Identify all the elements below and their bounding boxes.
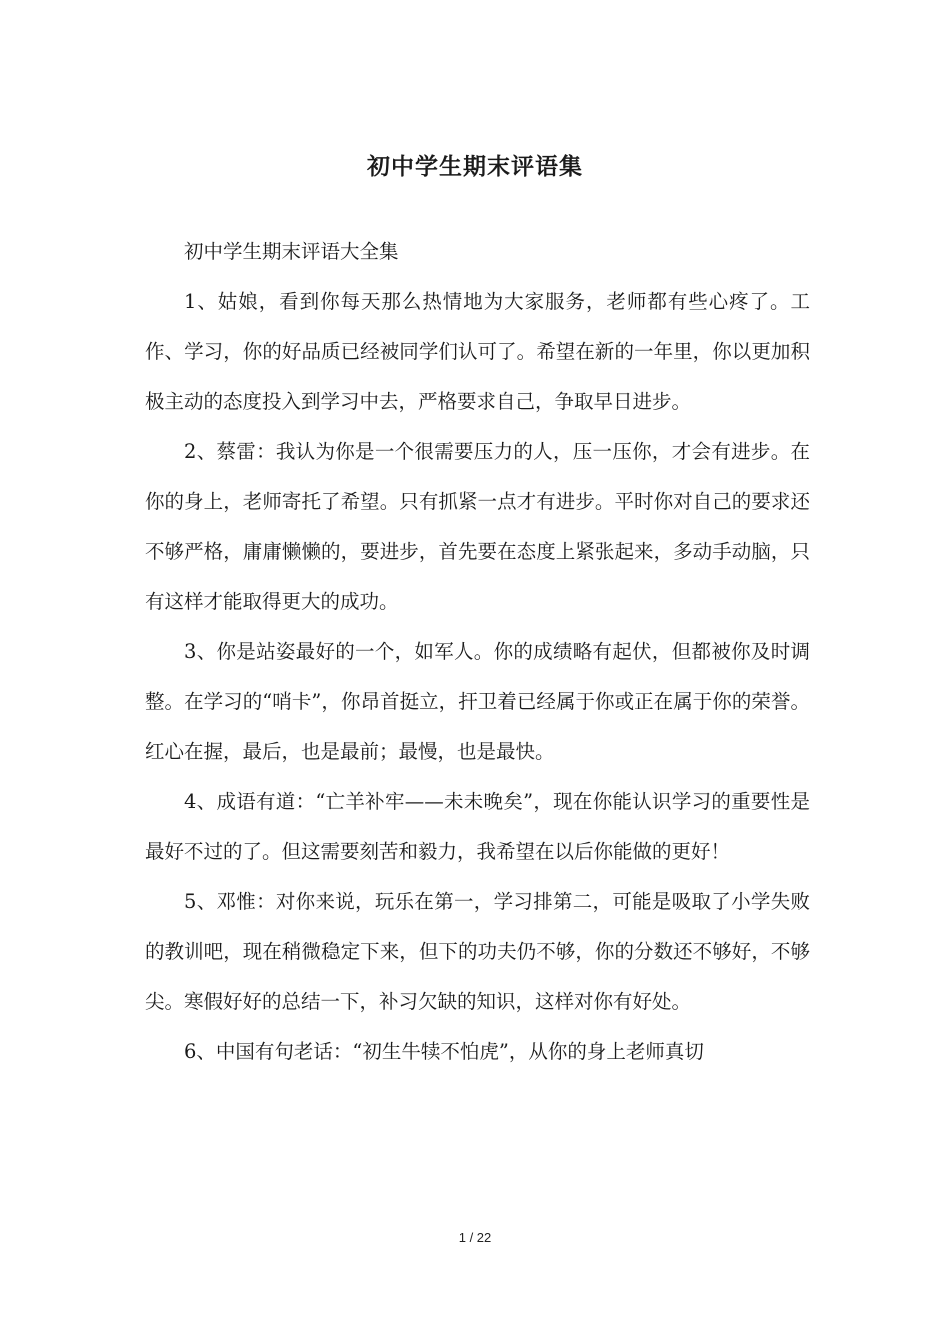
document-body [145,227,810,1077]
paragraph-comment-2: 2、蔡雷：我认为你是一个很需要压力的人，压一压你，才会有进步。在你的身上，老师寄托了希望。只有抓紧一点才有进步。平时你对自己的要求还不够严格，庸庸懒懒的，要进步，首先要在态度上紧张起来，多动手动脑，只有这样才能取得更大的成功。 [145,440,810,613]
paragraph-subtitle: 初中学生期末评语大全集 [184,240,399,263]
paragraph-comment-1: 1、姑娘，看到你每天那么热情地为大家服务，老师都有些心疼了。工作、学习，你的好品质已经被同学们认可了。希望在新的一年里，你以更加积极主动的态度投入到学习中去，严格要求自己，争取早日进步。 [145,290,810,413]
paragraph-comment-6: 6、中国有句老话：“初生牛犊不怕虎”，从你的身上老师真切 [184,1040,704,1063]
paragraph-comment-3: 3、你是站姿最好的一个，如军人。你的成绩略有起伏，但都被你及时调整。在学习的“哨卡”，你昂首挺立，扞卫着已经属于你或正在属于你的荣誉。红心在握，最后，也是最前；最慢，也是最快。 [145,640,810,763]
paragraph-comment-5: 5、邓惟：对你来说，玩乐在第一，学习排第二，可能是吸取了小学失败的教训吧，现在稍微稳定下来，但下的功夫仍不够，你的分数还不够好，不够尖。寒假好好的总结一下，补习欠缺的知识，这样对你有好处。 [145,890,810,1013]
page-indicator: 1 / 22 [458,1230,492,1245]
document-title: 初中学生期末评语集 [367,153,583,180]
paragraph-comment-4: 4、成语有道：“亡羊补牢——未未晚矣”，现在你能认识学习的重要性是最好不过的了。但这需要刻苦和毅力，我希望在以后你能做的更好！ [145,790,810,863]
